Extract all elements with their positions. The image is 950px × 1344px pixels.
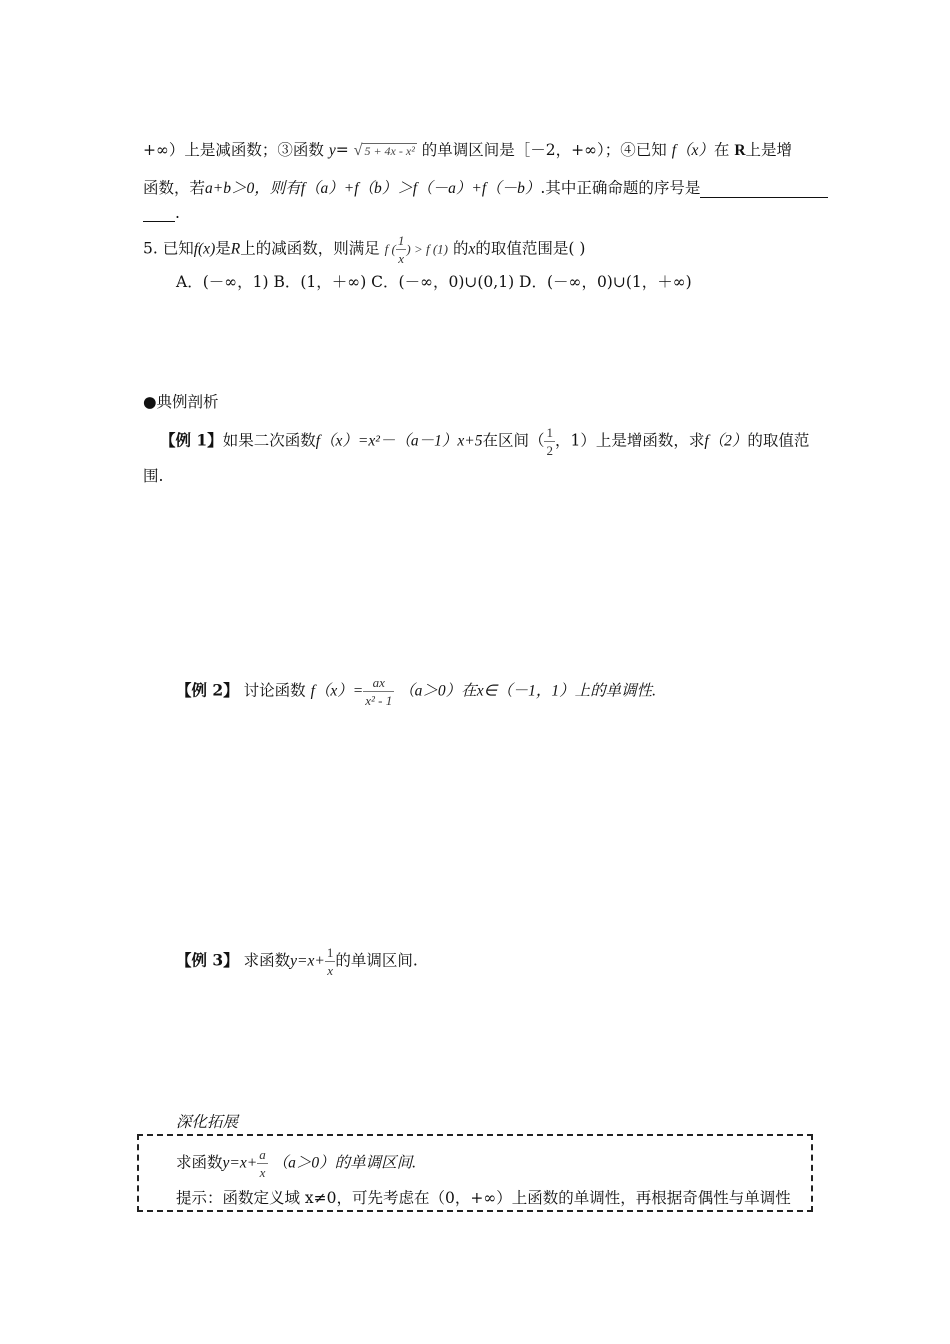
q5-set-R: R <box>230 240 241 258</box>
frac-bar <box>325 961 336 962</box>
example-1-label: 【例 1】 <box>160 430 223 450</box>
q5-fraction <box>396 234 407 265</box>
answer-blank[interactable] <box>700 197 828 198</box>
ex2-fraction <box>363 676 394 707</box>
q5-options: A．(－∞，1) B．(1，＋∞) C．(－∞，0)∪(0,1) D．(－∞，0)∪(1，＋∞) <box>176 273 692 291</box>
answer-blank-continued[interactable] <box>143 221 175 222</box>
ext-fraction <box>257 1148 268 1179</box>
q5-text: 的 <box>452 239 469 258</box>
frac-bar <box>544 441 555 442</box>
frac-numerator: ax <box>372 675 385 690</box>
example-3-label: 【例 3】 <box>176 950 239 970</box>
ext-condition: （a＞0）的单调区间. <box>272 1154 417 1172</box>
ex1-function: f（x）=x²－（a－1）x+5 <box>315 432 483 450</box>
q4-line-1 <box>143 138 792 160</box>
q5-ineq-left: f ( <box>384 241 396 257</box>
extension-question <box>176 1148 416 1179</box>
example-1-line-2: 围. <box>143 467 164 485</box>
example-3 <box>176 946 418 977</box>
ext-function: y=x+ <box>222 1154 258 1172</box>
q5-ineq-right: ) > f (1) <box>406 241 448 257</box>
example-1-line-1 <box>160 426 809 457</box>
q4-text: 的单调区间是［－2，+∞）；④已知 <box>421 141 667 159</box>
q4-inequality: f（a）+f（b）＞f（－a）+f（－b） <box>300 180 541 197</box>
ex2-condition: （a＞0）在 <box>399 682 477 700</box>
ex1-text: 的取值范 <box>747 431 810 450</box>
q4-text: .其中正确命题的序号是 <box>540 179 701 197</box>
q5-text: 的取值范围是( ) <box>475 239 586 258</box>
frac-bar <box>396 249 407 250</box>
extension-hint: 提示：函数定义域 x≠0，可先考虑在（0，+∞）上函数的单调性，再根据奇偶性与单调性 <box>176 1189 791 1207</box>
ex1-text: ，1）上是增函数，求 <box>554 431 705 450</box>
q5-stem <box>143 234 585 265</box>
ex1-text: 如果二次函数 <box>222 431 316 450</box>
sqrt-icon: √ <box>353 142 363 159</box>
q4-text: 在 <box>713 141 730 159</box>
ext-text: 求函数 <box>176 1153 223 1172</box>
frac-numerator: 1 <box>397 233 405 248</box>
ex1-f2: f（2） <box>704 432 748 450</box>
q5-text: 5. 已知 <box>143 239 194 258</box>
sqrt-expression <box>354 142 417 160</box>
section-heading: ●典例剖析 <box>143 393 219 411</box>
q4-var-y: y <box>328 142 336 159</box>
frac-bar <box>257 1163 268 1164</box>
ex1-fraction <box>544 426 555 457</box>
q4-eq: = <box>335 141 349 159</box>
q4-text: +∞）上是减函数；③函数 <box>143 141 324 159</box>
example-2 <box>176 676 656 707</box>
ex2-text: 讨论函数 <box>243 681 306 700</box>
frac-numerator: 1 <box>546 425 553 440</box>
ex3-fraction <box>325 946 336 977</box>
frac-denominator: x² - 1 <box>365 693 393 708</box>
q5-text: 上的减函数，则满足 <box>240 239 380 258</box>
ex1-text: 在区间（ <box>482 431 545 450</box>
q5-text: 是 <box>215 239 231 258</box>
frac-denominator: x <box>259 1165 266 1180</box>
frac-denominator: x <box>327 963 333 978</box>
frac-bar <box>363 691 394 692</box>
frac-denominator: 2 <box>546 443 553 458</box>
q4-set-R: R <box>734 142 746 159</box>
ex2-function: f（x）= <box>310 682 364 700</box>
frac-numerator: 1 <box>326 945 334 960</box>
extension-heading: 深化拓展 <box>176 1113 239 1131</box>
ex3-text: 求函数 <box>243 951 291 970</box>
q4-func-fx: f（x） <box>671 142 714 159</box>
q4-text: 函数，若 <box>143 179 206 197</box>
example-2-label: 【例 2】 <box>176 680 239 700</box>
ex2-interval: x∈（－1，1）上的单调性. <box>476 682 656 700</box>
q4-period: . <box>175 204 180 222</box>
q4-line-3 <box>143 204 180 222</box>
q5-func: f(x) <box>193 240 216 258</box>
ex3-text: 的单调区间. <box>335 951 418 970</box>
sqrt-radicand: 5 + 4x - x² <box>364 144 415 158</box>
q4-condition: a+b＞0，则有 <box>205 180 301 197</box>
q5-var-x: x <box>468 240 476 258</box>
q4-line-2 <box>143 176 828 198</box>
q4-text: 上是增 <box>745 141 793 159</box>
frac-denominator: x <box>398 251 405 266</box>
ex3-function: y=x+ <box>290 952 325 970</box>
frac-numerator: a <box>259 1147 266 1162</box>
